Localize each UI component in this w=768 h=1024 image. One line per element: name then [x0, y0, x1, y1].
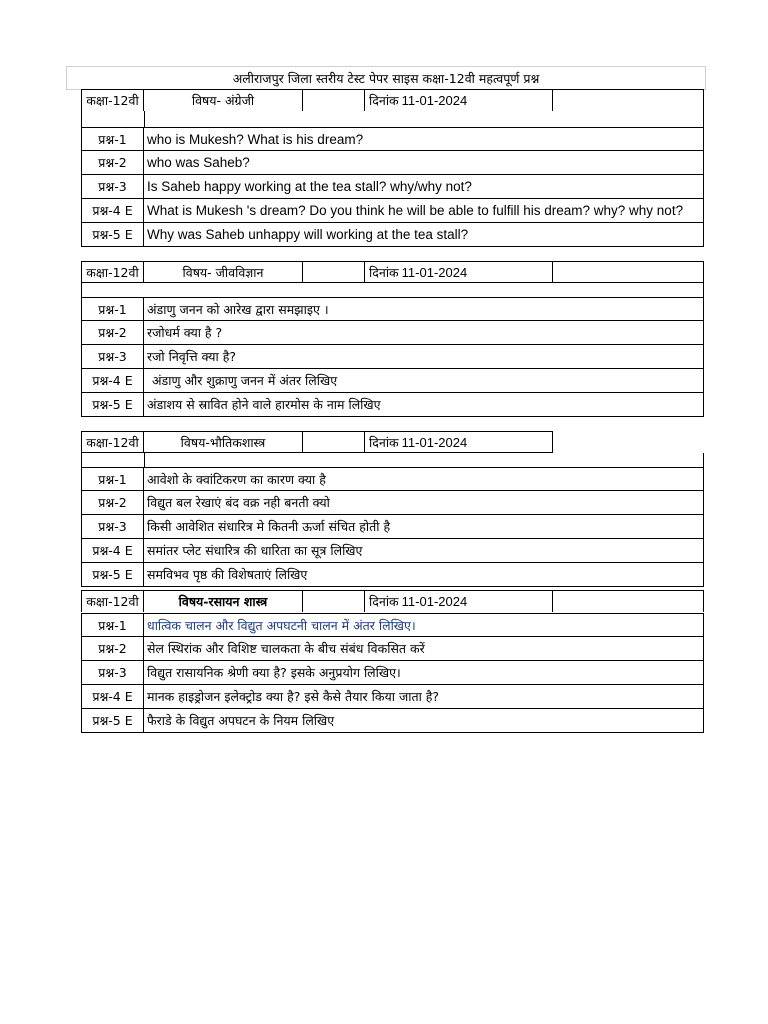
blank-cell	[303, 590, 365, 612]
question-number: प्रश्न-3	[81, 175, 144, 199]
question-number: प्रश्न-5 E	[81, 223, 144, 247]
date-cell	[365, 89, 553, 111]
question-number: प्रश्न-2	[81, 491, 144, 515]
table-row	[81, 345, 704, 369]
question-number: प्रश्न-2	[81, 637, 144, 661]
table-row	[81, 297, 704, 321]
question-table-english	[81, 127, 704, 247]
table-row	[81, 563, 704, 587]
date-label: दिनांक	[369, 264, 399, 280]
table-row	[81, 709, 704, 733]
question-number: प्रश्न-2	[81, 321, 144, 345]
table-row	[81, 685, 704, 709]
section-header-biology	[81, 261, 704, 283]
question-number: प्रश्न-5 E	[81, 709, 144, 733]
date-label: दिनांक	[369, 93, 399, 108]
section-header-english	[81, 89, 704, 111]
date-label: दिनांक	[369, 434, 399, 450]
table-row	[81, 127, 704, 151]
section-header-physics	[81, 431, 704, 453]
question-text: आवेशो के क्वांटिकरण का कारण क्या है	[144, 467, 704, 491]
question-text: अंडाणु जनन को आरेख द्वारा समझाइए ।	[144, 297, 704, 321]
question-text: रजोधर्म क्या है ?	[144, 321, 704, 345]
question-text: समांतर प्लेट संधारित्र की धारिता का सूत्र लिखिए	[144, 539, 704, 563]
blank-cell	[303, 431, 365, 453]
table-row	[81, 491, 704, 515]
question-number: प्रश्न-1	[81, 613, 144, 637]
gridline	[144, 453, 145, 467]
question-text: विद्युत बल रेखाएं बंद वक्र नही बनती क्यो	[144, 491, 704, 515]
table-row	[81, 199, 704, 223]
date-cell	[365, 431, 553, 453]
question-text: अंडाशय से स्रावित होने वाले हारमोस के नाम लिखिए	[144, 393, 704, 417]
question-table-physics	[81, 467, 704, 587]
table-row	[81, 637, 704, 661]
date-cell	[365, 590, 553, 612]
table-row	[81, 393, 704, 417]
question-number: प्रश्न-2	[81, 151, 144, 175]
question-text: फैराडे के विद्युत अपघटन के नियम लिखिए	[144, 709, 704, 733]
question-text: who is Mukesh? What is his dream?	[144, 127, 704, 151]
question-table-biology	[81, 297, 704, 417]
table-row	[81, 369, 704, 393]
date-value: 11-01-2024	[401, 264, 468, 280]
question-text: सेल स्थिरांक और विशिष्ट चालकता के बीच संबंध विकसित करें	[144, 637, 704, 661]
blank-cell	[303, 89, 365, 111]
gridline	[703, 283, 704, 297]
date-cell	[365, 261, 553, 283]
question-text: Why was Saheb unhappy will working at the tea stall?	[144, 223, 704, 247]
question-number: प्रश्न-4 E	[81, 199, 144, 223]
class-label: कक्षा-12वी	[81, 261, 144, 283]
question-text: What is Mukesh 's dream? Do you think he will be able to fulfill his dream? why? why not?	[144, 199, 704, 223]
table-row	[81, 175, 704, 199]
question-number: प्रश्न-3	[81, 515, 144, 539]
subject-label: विषय-भौतिकशास्त्र	[144, 431, 303, 453]
question-number: प्रश्न-4 E	[81, 369, 144, 393]
question-number: प्रश्न-4 E	[81, 685, 144, 709]
gridline	[144, 111, 145, 127]
question-text: समविभव पृष्ठ की विशेषताएं लिखिए	[144, 563, 704, 587]
question-number: प्रश्न-5 E	[81, 563, 144, 587]
subject-label: विषय- अंग्रेजी	[144, 89, 303, 111]
class-label: कक्षा-12वी	[81, 89, 144, 111]
question-number: प्रश्न-1	[81, 127, 144, 151]
question-table-chemistry	[81, 613, 704, 733]
question-number: प्रश्न-3	[81, 661, 144, 685]
subject-label: विषय- जीवविज्ञान	[144, 261, 303, 283]
blank-cell	[553, 89, 704, 111]
blank-cell	[553, 261, 704, 283]
blank-cell	[553, 590, 704, 612]
question-text: धात्विक चालन और विद्युत अपघटनी चालन में अंतर लिखिए।	[144, 613, 704, 637]
table-row	[81, 539, 704, 563]
gridline	[81, 453, 82, 467]
gridline	[703, 111, 704, 127]
question-text: अंडाणु और शुक्राणु जनन में अंतर लिखिए	[144, 369, 704, 393]
question-number: प्रश्न-5 E	[81, 393, 144, 417]
table-row	[81, 467, 704, 491]
date-value: 11-01-2024	[401, 93, 468, 108]
date-label: दिनांक	[369, 594, 399, 609]
class-label: कक्षा-12वी	[81, 590, 144, 612]
table-row	[81, 223, 704, 247]
date-value: 11-01-2024	[401, 594, 468, 609]
table-row	[81, 613, 704, 637]
gridline	[81, 111, 82, 127]
gridline	[81, 283, 82, 297]
blank-cell	[303, 261, 365, 283]
class-label: कक्षा-12वी	[81, 431, 144, 453]
question-text: Is Saheb happy working at the tea stall? why/why not?	[144, 175, 704, 199]
question-text: रजो निवृत्ति क्या है?	[144, 345, 704, 369]
date-value: 11-01-2024	[401, 434, 468, 450]
table-row	[81, 321, 704, 345]
question-text: किसी आवेशित संधारित्र मे कितनी ऊर्जा संचित होती है	[144, 515, 704, 539]
question-number: प्रश्न-1	[81, 297, 144, 321]
blank-cell	[553, 431, 704, 453]
question-number: प्रश्न-1	[81, 467, 144, 491]
table-row	[81, 661, 704, 685]
table-row	[81, 151, 704, 175]
question-number: प्रश्न-3	[81, 345, 144, 369]
question-number: प्रश्न-4 E	[81, 539, 144, 563]
section-header-chemistry	[81, 590, 704, 612]
subject-label: विषय-रसायन शास्त्र	[144, 590, 303, 612]
question-text: मानक हाइड्रोजन इलेक्ट्रोड क्या है? इसे कैसे तैयार किया जाता है?	[144, 685, 704, 709]
question-text: विद्युत रासायनिक श्रेणी क्या है? इसके अनुप्रयोग लिखिए।	[144, 661, 704, 685]
gridline	[703, 453, 704, 467]
question-text: who was Saheb?	[144, 151, 704, 175]
table-row	[81, 515, 704, 539]
page-title: अलीराजपुर जिला स्तरीय टेस्ट पेपर साइस कक्षा-12वी महत्वपूर्ण प्रश्न	[66, 66, 706, 90]
